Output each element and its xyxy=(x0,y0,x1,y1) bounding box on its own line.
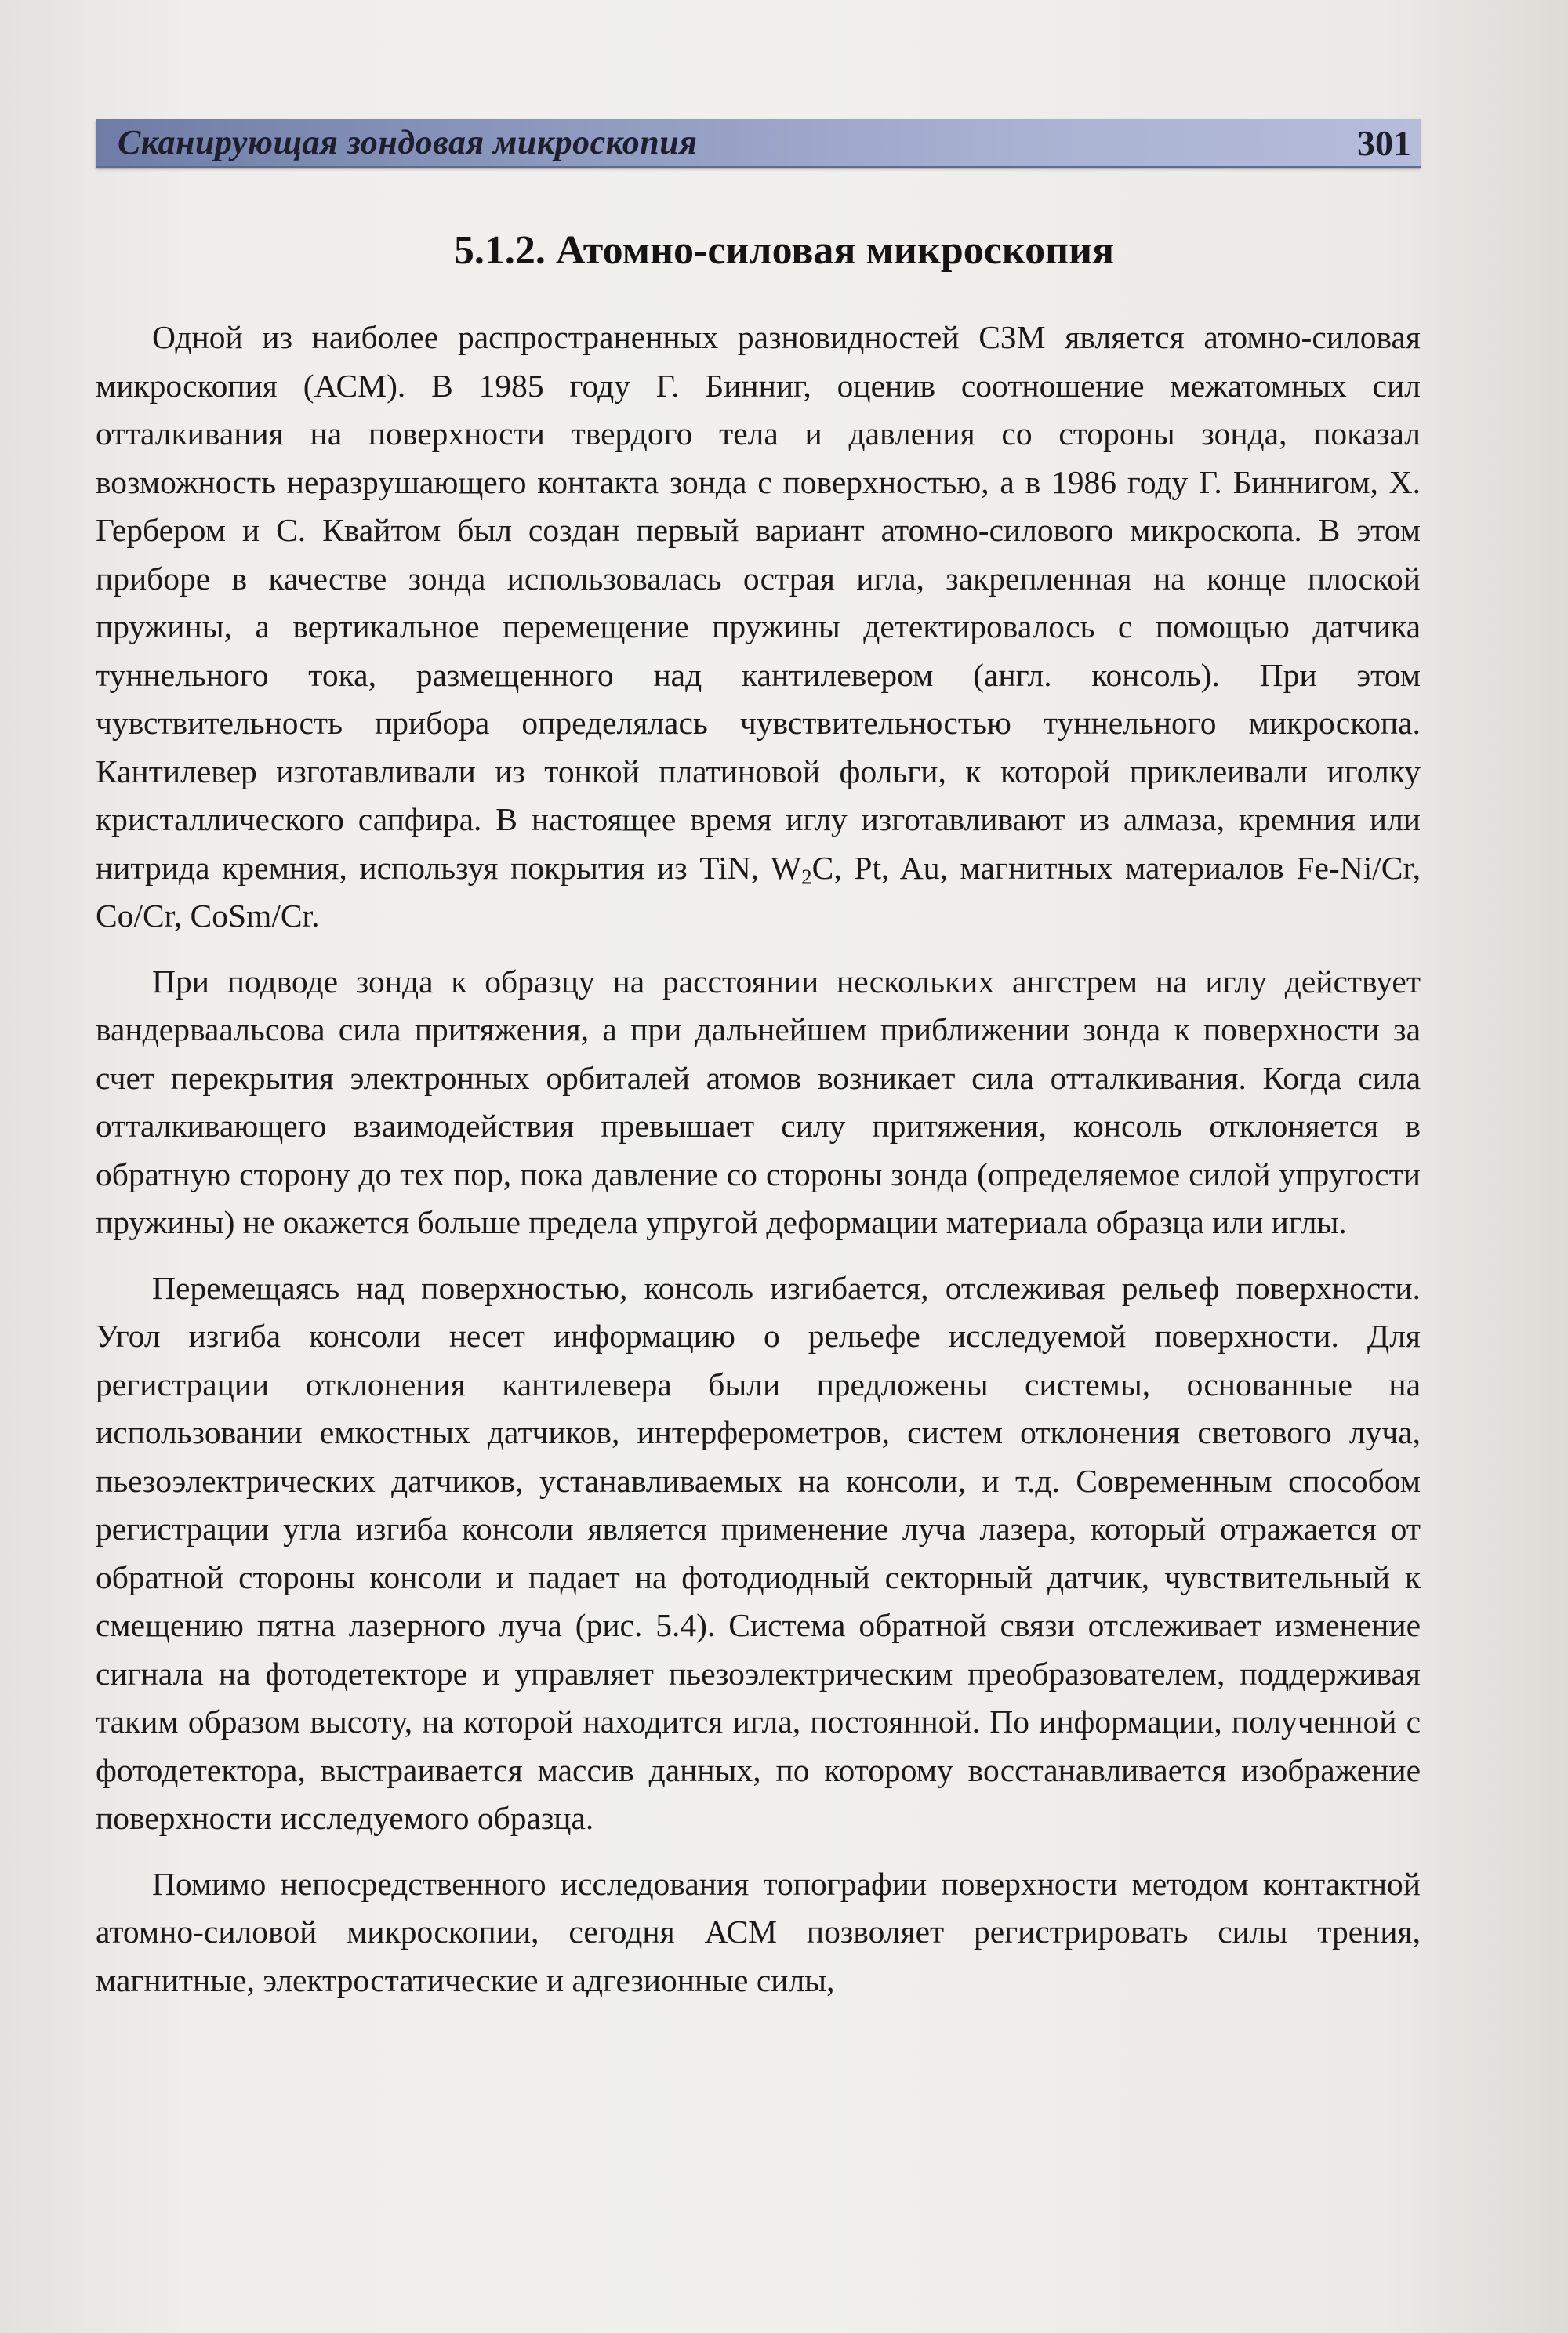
section-title: 5.1.2. Атомно-силовая микроскопия xyxy=(453,228,1115,273)
paragraph-1 xyxy=(96,314,1421,941)
body-text xyxy=(96,314,1421,2005)
paragraph-2: При подводе зонда к образцу на расстоянии нескольких ангстрем на иглу действует вандерваальсова сила притяжения, а при дальнейшем приближении зонда к поверхности за счет перекрытия электронных орбиталей атомов возникает сила отталкивания. Когда сила отталкивающего взаимодействия превышает силу притяжения, консоль отклоняется в обратную сторону до тех пор, пока давление со стороны зонда (определяемое силой упругости пружины) не окажется больше предела упругой деформации материала образца или иглы. xyxy=(96,963,1421,1240)
paragraph-1-text: Одной из наиболее распространенных разновидностей СЗМ является атомно-силовая микроскопия (АСМ). В 1985 году Г. Бинниг, оценив соотношение межатомных сил отталкивания на поверхности твердого тела и давления со стороны зонда, показал возможность неразрушающего контакта зонда с поверхностью, а в 1986 году Г. Биннигом, Х. Гербером и С. Квайтом был создан первый вариант атомно-силового микроскопа. В этом приборе в качестве зонда использовалась острая игла, закрепленная на конце плоской пружины, а вертикальное перемещение пружины детектировалось с помощью датчика туннельного тока, размещенного над кантилевером (англ. консоль). При этом чувствительность прибора определялась чувствительностью туннельного микроскопа. Кантилевер изготавливали из тонкой платиновой фольги, к которой приклеивали иголку кристаллического сапфира. В настоящее время иглу изготавливают из алмаза, кремния или нитрида кремния, используя покрытия из TiN, W xyxy=(96,319,1421,886)
paragraph-3: Перемещаясь над поверхностью, консоль изгибается, отслеживая рельеф поверхности. Угол изгиба консоли несет информацию о рельефе исследуемой поверхности. Для регистрации отклонения кантилевера были предложены системы, основанные на использовании емкостных датчиков, интерферометров, систем отклонения светового луча, пьезоэлектрических датчиков, устанавливаемых на консоли, и т.д. Современным способом регистрации угла изгиба консоли является применение луча лазера, который отражается от обратной стороны консоли и падает на фотодиодный секторный датчик, чувствительный к смещению пятна лазерного луча (рис. 5.4). Система обратной связи отслеживает изменение сигнала на фотодетекторе и управляет пьезоэлектрическим преобразователем, поддерживая таким образом высоту, на которой находится игла, постоянной. По информации, полученной с фотодетектора, выстраивается массив данных, по которому восстанавливается изображение поверхности исследуемого образца. xyxy=(96,1269,1421,1836)
running-head-title: Сканирующая зондовая микроскопия xyxy=(118,123,698,161)
paragraph-4: Помимо непосредственного исследования топографии поверхности методом контактной атомно-силовой микроскопии, сегодня АСМ позволяет регистрировать силы трения, магнитные, электростатические и адгезионные силы, xyxy=(96,1865,1421,1998)
page-number: 301 xyxy=(1357,123,1411,163)
paragraph-1-tail: C, Pt, Au, магнитных материалов Fe-Ni/Cr, Co/Cr, CoSm/Cr. xyxy=(96,849,1421,934)
subscript-2: 2 xyxy=(801,865,812,889)
